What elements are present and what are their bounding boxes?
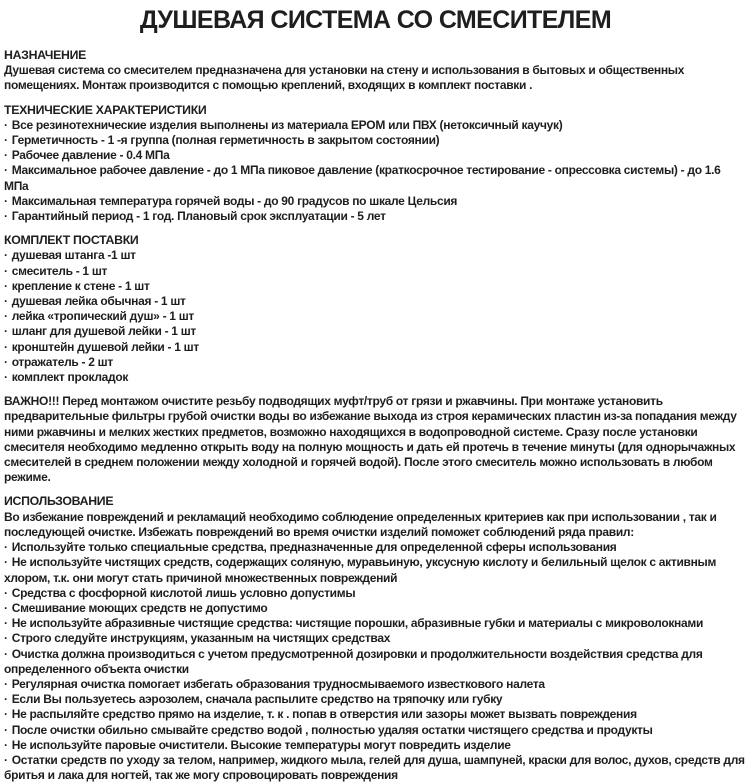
usage-intro-paragraph: Во избежание повреждений и рекламаций необходимо соблюдение определенных критериев как при использовании , так и последующей очистке. Избежать повреждений во время очистки изделий поможет соблюдений ряда правил: (4, 509, 717, 539)
list-item-text: Строго следуйте инструкциям, указанным на чистящих средствах (11, 631, 391, 646)
list-item (4, 707, 747, 722)
bullet-marker: · (4, 752, 8, 767)
list-item (4, 118, 747, 133)
list-item (4, 540, 747, 555)
list-item-text: душевая штанга -1 шт (11, 248, 136, 263)
list-item (4, 601, 747, 616)
list-item-text: Регулярная очистка помогает избегать образования трудносмываемого известкового налета (11, 676, 545, 691)
list-item (4, 133, 747, 148)
list-item (4, 355, 747, 370)
list-item-text: Не распыляйте средство прямо на изделие, т. к . попав в отверстия или зазоры может вызвать повреждения (11, 707, 637, 722)
list-item-text: Остатки средств по уходу за телом, например, жидкого мыла, гелей для душа, шампуней, краски для волос, духов, средств для бритья и лака для ногтей, так же могу спровоцировать повреждения (4, 752, 745, 783)
bullet-marker: · (4, 339, 8, 354)
page-title: ДУШЕВАЯ СИСТЕМА СО СМЕСИТЕЛЕМ (139, 6, 612, 34)
list-item (4, 294, 747, 309)
list-item (4, 647, 747, 677)
bullet-marker: · (4, 722, 8, 737)
bullet-marker: · (4, 193, 8, 208)
bullet-marker: · (4, 278, 8, 293)
contents-list (4, 248, 747, 385)
section-purpose (4, 48, 747, 94)
list-item (4, 631, 747, 646)
list-item-text: Максимальная температура горячей воды - до 90 градусов по шкале Цельсия (11, 193, 458, 208)
section-specs (4, 103, 747, 225)
list-item (4, 738, 747, 753)
list-item-text: Смешивание моющих средств не допустимо (11, 600, 268, 615)
list-item-text: Средства с фосфорной кислотой лишь условно допустимы (11, 585, 356, 600)
bullet-marker: · (4, 585, 8, 600)
list-item (4, 209, 747, 224)
usage-heading: ИСПОЛЬЗОВАНИЕ (4, 494, 114, 509)
bullet-marker: · (4, 263, 8, 278)
bullet-marker: · (4, 309, 8, 324)
list-item (4, 370, 747, 385)
important-paragraph: ВАЖНО!!! Перед монтажом очистите резьбу подводящих муфт/труб от грязи и ржавчины. При монтаже установить предварительные фильтры грубой очистки воды во избежание выхода из строя керамических пластин из-за попадания между ними ржавчины и мелких жестких предметов, возможно находящихся в водопроводной системе. Сразу после установки смесителя необходимо медленно открыть воду на полную мощность и дать ей протечь в течение минуты (для однорычажных смесителей в среднем положении между холодной и горячей водой). После этого смеситель можно использовать в любом режиме. (4, 394, 737, 485)
list-item-text: Не используйте паровые очистители. Высокие температуры могут повредить изделие (11, 737, 511, 752)
bullet-marker: · (4, 294, 8, 309)
list-item-text: Если Вы пользуетесь аэрозолем, сначала распылите средство на тряпочку или губку (11, 692, 503, 707)
list-item (4, 309, 747, 324)
list-item (4, 677, 747, 692)
bullet-marker: · (4, 707, 8, 722)
list-item (4, 264, 747, 279)
list-item (4, 555, 747, 585)
list-item (4, 692, 747, 707)
bullet-marker: · (4, 646, 8, 661)
list-item-text: Все резинотехнические изделия выполнены из материала EPOM или ПВХ (нетоксичный каучук) (11, 117, 563, 132)
list-item-text: комплект прокладок (11, 370, 129, 385)
list-item (4, 340, 747, 355)
list-item-text: Максимальное рабочее давление - до 1 МПа пиковое давление (краткосрочное тестирование - опрессовка системы) - до 1.6 МПа (4, 163, 721, 193)
bullet-marker: · (4, 133, 8, 148)
section-contents (4, 233, 747, 385)
bullet-marker: · (4, 737, 8, 752)
list-item-text: Рабочее давление - 0.4 МПа (11, 148, 170, 163)
bullet-marker: · (4, 148, 8, 163)
list-item (4, 148, 747, 163)
list-item-text: Герметичность - 1 -я группа (полная герметичность в закрытом состоянии) (11, 133, 440, 148)
list-item-text: смеситель - 1 шт (11, 263, 108, 278)
specs-list (4, 118, 747, 224)
bullet-marker: · (4, 354, 8, 369)
bullet-marker: · (4, 248, 8, 263)
specs-heading: ТЕХНИЧЕСКИЕ ХАРАКТЕРИСТИКИ (4, 102, 207, 117)
purpose-paragraph: Душевая система со смесителем предназначена для установки на стену и использования в бытовых и общественных помещениях. Монтаж производится с помощью креплений, входящих в комплект поставки . (4, 63, 685, 93)
list-item-text: После очистки обильно смывайте средство водой , полностью удаляя остатки чистящего средства и продукты (11, 722, 653, 737)
bullet-marker: · (4, 616, 8, 631)
list-item-text: Не используйте абразивные чистящие средства: чистящие порошки, абразивные губки и материалы с микроволокнами (11, 616, 704, 631)
bullet-marker: · (4, 600, 8, 615)
list-item-text: крепление к стене - 1 шт (11, 278, 150, 293)
list-item (4, 163, 747, 193)
bullet-marker: · (4, 324, 8, 339)
list-item-text: Не используйте чистящих средств, содержащих соляную, муравьиную, уксусную кислоту и белильный щелок с активным хлором, т.к. они могут стать причиной множественных повреждений (4, 555, 717, 585)
bullet-marker: · (4, 676, 8, 691)
bullet-marker: · (4, 631, 8, 646)
bullet-marker: · (4, 540, 8, 555)
list-item-text: Гарантийный период - 1 год. Плановый срок эксплуатации - 5 лет (11, 209, 386, 224)
purpose-heading: НАЗНАЧЕНИЕ (4, 48, 87, 62)
section-important (4, 394, 747, 485)
list-item (4, 324, 747, 339)
bullet-marker: · (4, 692, 8, 707)
list-item-text: лейка «тропический душ» - 1 шт (11, 309, 194, 324)
list-item-text: душевая лейка обычная - 1 шт (11, 294, 186, 309)
list-item (4, 586, 747, 601)
usage-list (4, 540, 747, 783)
bullet-marker: · (4, 163, 8, 178)
bullet-marker: · (4, 370, 8, 385)
list-item (4, 723, 747, 738)
list-item-text: кронштейн душевой лейки - 1 шт (11, 339, 199, 354)
list-item (4, 279, 747, 294)
list-item-text: шланг для душевой лейки - 1 шт (11, 324, 196, 339)
bullet-marker: · (4, 555, 8, 570)
list-item (4, 194, 747, 209)
list-item-text: Очистка должна производиться с учетом предусмотренной дозировки и продолжительности воздействия средства для определенного объекта очистки (4, 646, 703, 676)
contents-heading: КОМПЛЕКТ ПОСТАВКИ (4, 233, 139, 248)
list-item-text: Используйте только специальные средства, предназначенные для определенной сферы использования (11, 540, 617, 555)
list-item (4, 248, 747, 263)
section-usage (4, 494, 747, 783)
bullet-marker: · (4, 209, 8, 224)
list-item-text: отражатель - 2 шт (11, 354, 113, 369)
list-item (4, 616, 747, 631)
bullet-marker: · (4, 117, 8, 132)
list-item (4, 753, 747, 783)
